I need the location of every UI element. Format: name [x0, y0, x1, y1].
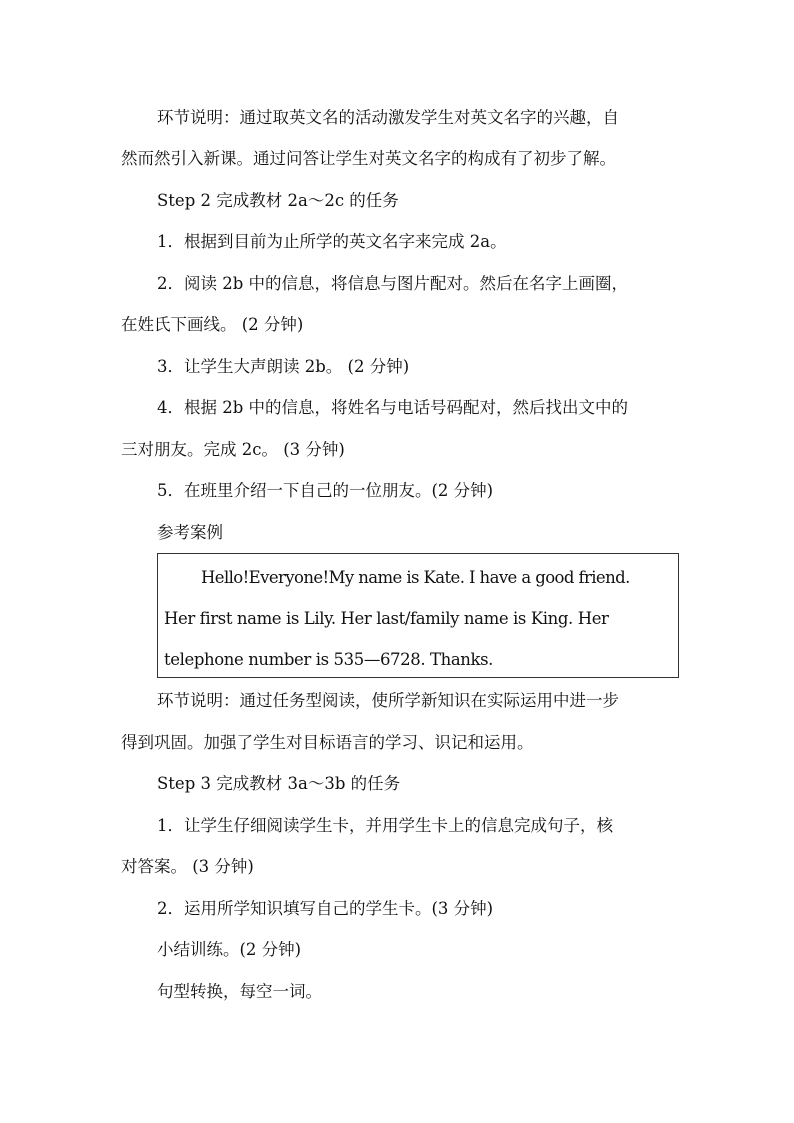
paragraph-line: 小结训练。(2 分钟) — [157, 940, 302, 959]
step-heading: Step 3 完成教材 3a～3b 的任务 — [157, 774, 401, 793]
paragraph-line: 在姓氏下画线。 (2 分钟) — [121, 315, 304, 334]
paragraph-line: 3．让学生大声朗读 2b。 (2 分钟) — [157, 357, 410, 376]
paragraph-line: 1．让学生仔细阅读学生卡，并用学生卡上的信息完成句子，核 — [157, 816, 613, 835]
paragraph-line: 4．根据 2b 中的信息，将姓名与电话号码配对，然后找出文中的 — [157, 398, 629, 417]
example-line: Hello!Everyone!My name is Kate. I have a good friend. — [201, 568, 630, 587]
paragraph-line: 2．阅读 2b 中的信息，将信息与图片配对。然后在名字上画圈， — [157, 274, 629, 293]
paragraph-line: 1．根据到目前为止所学的英文名字来完成 2a。 — [157, 232, 507, 251]
paragraph-line: 句型转换，每空一词。 — [157, 982, 322, 1001]
paragraph-line: 2．运用所学知识填写自己的学生卡。(3 分钟) — [157, 899, 494, 918]
paragraph-line: 三对朋友。完成 2c。 (3 分钟) — [121, 440, 345, 459]
paragraph-line: 对答案。 (3 分钟) — [121, 857, 254, 876]
paragraph-line: 得到巩固。加强了学生对目标语言的学习、识记和运用。 — [121, 733, 534, 752]
example-line: telephone number is 535—6728. Thanks. — [164, 650, 494, 669]
example-line: Her first name is Lily. Her last/family name is King. Her — [164, 609, 609, 628]
example-heading: 参考案例 — [157, 523, 223, 542]
step-heading: Step 2 完成教材 2a～2c 的任务 — [157, 191, 399, 210]
paragraph-line: 然而然引入新课。通过问答让学生对英文名字的构成有了初步了解。 — [121, 149, 616, 168]
paragraph-line: 环节说明：通过任务型阅读，使所学新知识在实际运用中进一步 — [157, 691, 619, 710]
paragraph-line: 5．在班里介绍一下自己的一位朋友。(2 分钟) — [157, 481, 494, 500]
example-box — [157, 553, 679, 678]
paragraph-line: 环节说明：通过取英文名的活动激发学生对英文名字的兴趣，自 — [157, 108, 619, 127]
